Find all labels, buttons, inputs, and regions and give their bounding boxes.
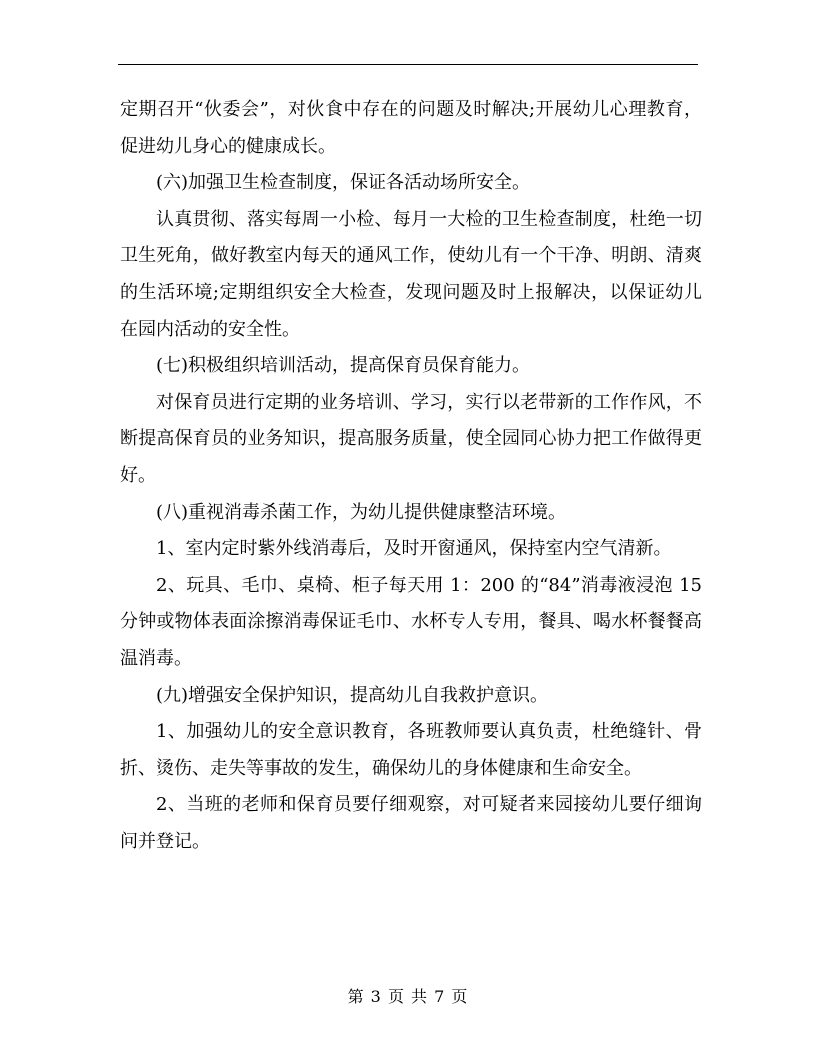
paragraph-hygiene-inspection: 认真贯彻、落实每周一小检、每月一大检的卫生检查制度，杜绝一切卫生死角，做好教室内每天的通风工作，使幼儿有一个干净、明朗、清爽的生活环境;定期组织安全大检查，发现问题及时上报解决，以保证幼儿在园内活动的安全性。 xyxy=(120,208,702,340)
section-heading-8: (八)重视消毒杀菌工作，为幼儿提供健康整洁环境。 xyxy=(156,501,567,523)
section-heading-9: (九)增强安全保护知识，提高幼儿自我救护意识。 xyxy=(156,684,549,706)
list-item-safety-1: 1、加强幼儿的安全意识教育，各班教师要认真负责，杜绝缝针、骨折、烫伤、走失等事故的发生，确保幼儿的身体健康和生命安全。 xyxy=(120,721,702,779)
paragraph-staff-training: 对保育员进行定期的业务培训、学习，实行以老带新的工作作风，不断提高保育员的业务知识，提高服务质量，使全园同心协力把工作做得更好。 xyxy=(120,391,702,486)
header-rule xyxy=(118,64,698,65)
paragraph-continuation: 定期召开“伙委会”，对伙食中存在的问题及时解决;开展幼儿心理教育，促进幼儿身心的健康成长。 xyxy=(120,99,702,157)
page-number-footer: 第 3 页 共 7 页 xyxy=(347,987,469,1006)
list-item-disinfection-2: 2、玩具、毛巾、桌椅、柜子每天用 1：200 的“84”消毒液浸泡 15分钟或物体表面涂擦消毒保证毛巾、水杯专人专用，餐具、喝水杯餐餐高温消毒。 xyxy=(120,574,702,669)
list-item-disinfection-1: 1、室内定时紫外线消毒后，及时开窗通风，保持室内空气清新。 xyxy=(156,538,672,560)
list-item-safety-2: 2、当班的老师和保育员要仔细观察，对可疑者来园接幼儿要仔细询问并登记。 xyxy=(120,794,702,852)
document-body xyxy=(120,92,702,860)
section-heading-7: (七)积极组织培训活动，提高保育员保育能力。 xyxy=(156,355,531,377)
section-heading-6: (六)加强卫生检查制度，保证各活动场所安全。 xyxy=(156,172,531,194)
